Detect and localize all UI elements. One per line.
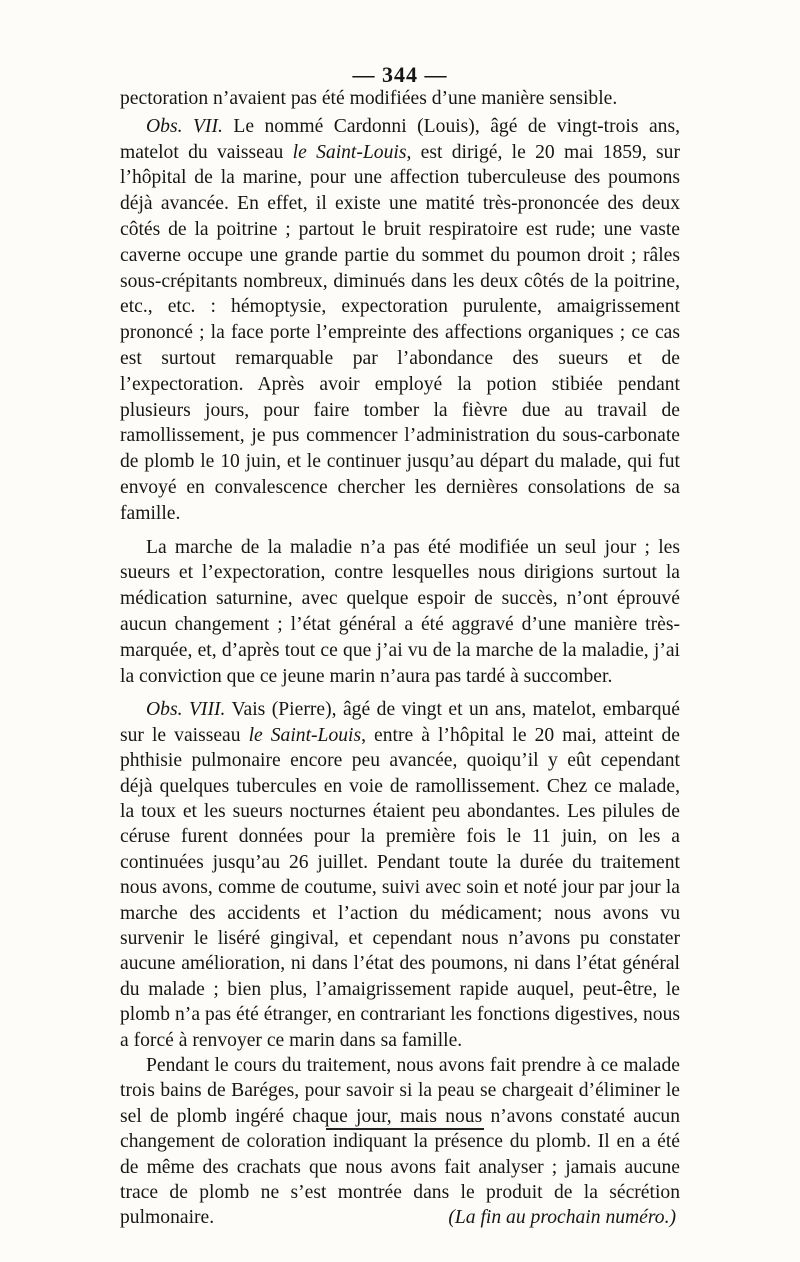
observation-7: [120, 114, 680, 527]
intro-fragment: pectoration n’avaient pas été modifiées d’une manière sensible.: [120, 88, 618, 109]
obs-8-ship: le Saint-Louis: [248, 724, 362, 746]
obs-7-text-b: , est dirigé, le 20 mai 1859, sur l’hôpital de la marine, pour une affection tuberculeuse des poumons déjà avancée. En effet, il existe une matité très-prononcée des deux côtés de la poitrine ; partout le bruit respiratoire est rude; une vaste caverne occupe une grande partie du sommet du poumon droit ; râles sous-crépitants nombreux, diminués dans les deux côtés de la poitrine, etc., etc. : hémoptysie, expectoration purulente, amaigrissement prononcé ; la face porte l’empreinte des affections organiques ; ce cas est surtout remarquable par l’abondance des sueurs et de l’expectoration. Après avoir employé la potion stibiée pendant plusieurs jours, pour faire tomber la fièvre due au travail de ramollissement, je pus commencer l’administration du sous-carbonate de plomb le 10 juin, et le continuer jusqu’au départ du malade, qui fut envoyé en convalescence chercher les dernières consolations de sa famille.: [120, 141, 681, 524]
closing-note: (La fin au prochain numéro.): [448, 1207, 676, 1229]
final-paragraph-text: Pendant le cours du traitement, nous avons fait prendre à ce malade trois bains de Baréges, pour savoir si la peau se chargeait d’éliminer le sel de plomb ingéré chaque jour, mais nous n’avons constaté aucun changement de coloration indiquant la présence du plomb. Il en a été de même des crachats que nous avons fait analyser ; jamais aucune trace de plomb ne s’est montrée dans le produit de la sécrétion pulmonaire.: [120, 1055, 680, 1229]
end-rule: [326, 1128, 484, 1130]
obs-8-label: Obs. VIII.: [146, 699, 226, 721]
obs-8-text-a: Vais (Pierre), âgé de vingt et un ans, matelot, embarqué sur le vaisseau: [120, 699, 680, 746]
body-text: [120, 86, 680, 1231]
obs-7-label: Obs. VII.: [146, 115, 223, 137]
obs-8-text-b: , entre à l’hôpital le 20 mai, atteint de phthisie pulmonaire encore peu avancée, quoiqu’il y eût cependant déjà quelques tubercules en voie de ramollissement. Chez ce malade, la toux et les sueurs nocturnes étaient peu abondantes. Les pilules de céruse furent données pour la première fois le 11 juin, on les a continuées jusqu’au 26 juillet. Pendant toute la durée du traitement nous avons, comme de coutume, suivi avec soin et noté jour par jour la marche des accidents et l’action du médicament; nous avons vu survenir le liséré gingival, et cependant nous n’avons pu constater aucune amélioration, ni dans l’état des poumons, ni dans l’état général du malade ; bien plus, l’amaigrissement rapide auquel, peut-être, le plomb n’a pas été étranger, en contrariant les fonctions digestives, nous a forcé à renvoyer ce marin dans sa famille.: [120, 724, 680, 1051]
commentary-paragraph: La marche de la maladie n’a pas été modifiée un seul jour ; les sueurs et l’expectoration, contre lesquelles nous dirigions surtout la médication saturnine, avec quelque espoir de succès, n’ont éprouvé aucun changement ; l’état général a été aggravé d’une manière très-marquée, et, d’après tout ce que j’ai vu de la marche de la maladie, j’ai la conviction que ce jeune marin n’aura pas tardé à succomber.: [120, 536, 680, 687]
page-number: — 344 —: [352, 62, 448, 87]
final-paragraph: [120, 1053, 680, 1231]
observation-8: [120, 697, 680, 1053]
obs-7-ship: le Saint-Louis: [292, 141, 407, 163]
obs-7-text-a: Le nommé Cardonni (Louis), âgé de vingt-trois ans, matelot du vaisseau: [120, 115, 680, 163]
